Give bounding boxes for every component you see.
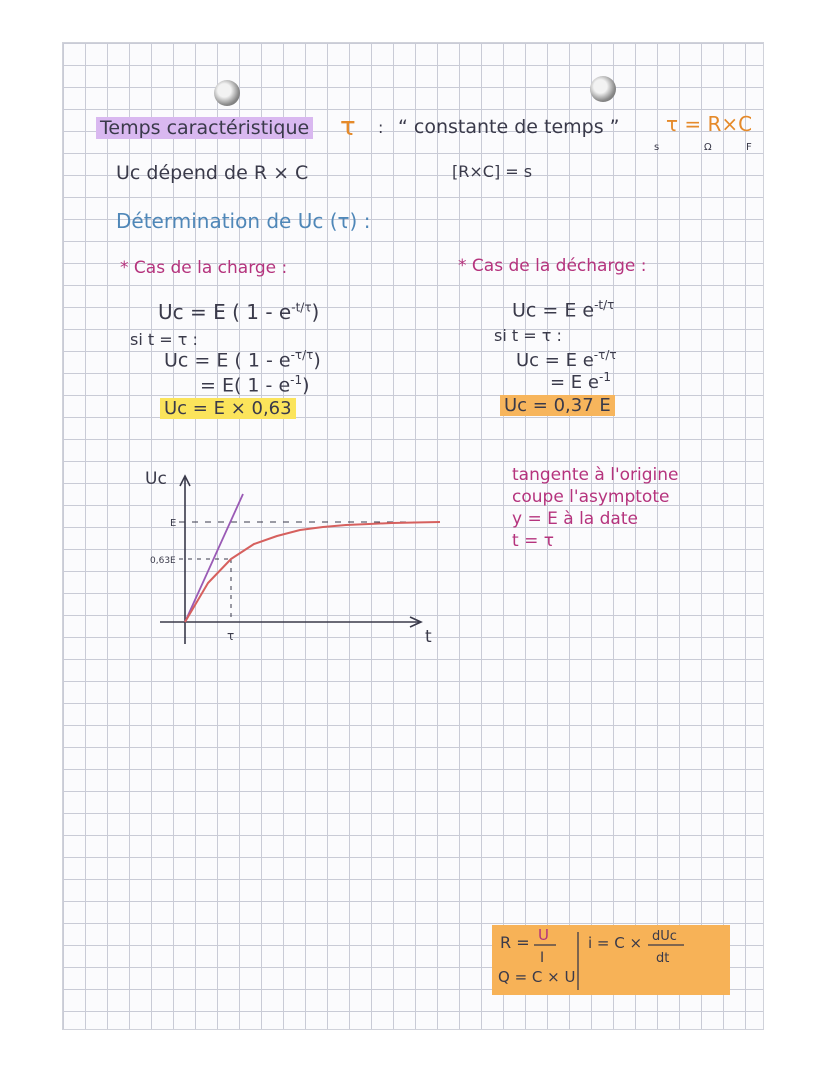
- y-axis-label: Uc: [145, 469, 167, 489]
- formula-i-num: dUc: [652, 929, 677, 944]
- formula-i-den: dt: [656, 951, 670, 966]
- charge-result: Uc = E × 0,63: [160, 398, 296, 419]
- x-axis-label: t: [425, 627, 432, 647]
- decharge-eq1: Uc = E $e^{-t/\tau}$: [512, 298, 615, 322]
- title-label: Temps caractéristique: [96, 117, 313, 139]
- formula-r-den: I: [540, 950, 545, 966]
- tick-label-063E: 0,63E: [150, 556, 176, 566]
- charge-eq2: Uc = E ( $1 - e^{-\tau/\tau}$): [164, 348, 321, 372]
- charge-condition: si t = τ :: [130, 330, 198, 349]
- decharge-heading: * Cas de la décharge :: [458, 256, 647, 276]
- formula-i-label: i = C ×: [588, 934, 643, 952]
- decharge-condition: si t = τ :: [494, 326, 562, 345]
- note-line: tangente à l'origine: [512, 465, 679, 485]
- title-formula: τ = R×C: [666, 112, 753, 136]
- formula-r-num: U: [538, 926, 549, 944]
- unit-seconds: s: [654, 142, 660, 153]
- note-line: coupe l'asymptote: [512, 487, 670, 507]
- note-line: y = E à la date: [512, 509, 638, 529]
- unit-ohm: Ω: [704, 142, 712, 153]
- decharge-result: Uc = 0,37 E: [500, 395, 615, 416]
- charge-eq3: = E( $1 - e^{-1}$): [200, 373, 310, 397]
- title-symbol: τ: [340, 112, 356, 142]
- uc-depends-text: Uc dépend de R × C: [116, 162, 309, 184]
- decharge-eq2: Uc = E $e^{-\tau/\tau}$: [516, 348, 617, 371]
- formula-q: Q = C × U: [498, 968, 576, 986]
- dimension-text: [R×C] = s: [452, 162, 533, 181]
- charge-eq1: Uc = E ( $1 - e^{-t/\tau}$): [158, 300, 320, 324]
- title-quote: “ constante de temps ”: [398, 116, 620, 138]
- section-heading: Détermination de Uc (τ) :: [116, 209, 371, 233]
- formula-r-label: R =: [500, 933, 530, 952]
- charge-heading: * Cas de la charge :: [120, 258, 288, 278]
- note-line: t = τ: [512, 531, 554, 551]
- title-colon: :: [378, 118, 384, 137]
- unit-farad: F: [746, 142, 752, 153]
- decharge-eq3: = E $e^{-1}$: [550, 370, 611, 393]
- tick-label-E: E: [170, 518, 177, 529]
- tick-label-tau: τ: [227, 629, 235, 643]
